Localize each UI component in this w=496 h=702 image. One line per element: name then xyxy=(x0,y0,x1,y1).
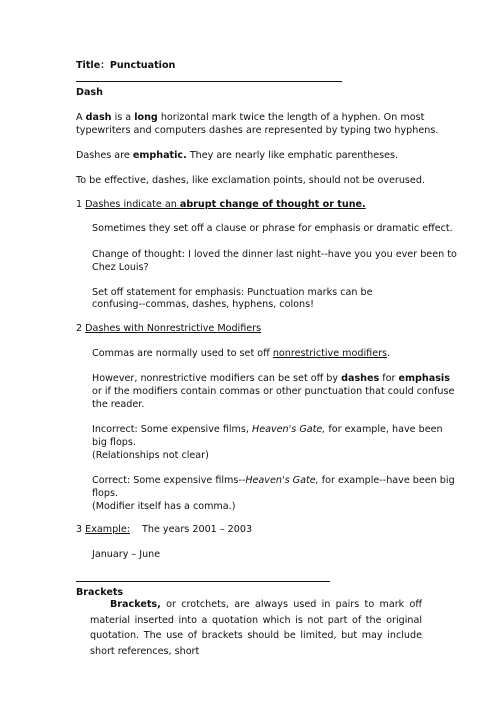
list-item-text: confusing--commas, dashes, hyphens, colons! xyxy=(92,299,314,310)
list-item-text: However, nonrestrictive modifiers can be set off by dashes for emphasis xyxy=(92,373,450,384)
list-item-1: 1 Dashes indicate an abrupt change of thought or tune. xyxy=(76,199,366,210)
list-item-text: (Relationships not clear) xyxy=(92,450,209,461)
list-item-text: flops. xyxy=(92,488,119,499)
document-title: Title：Punctuation xyxy=(76,60,176,71)
list-item-text: the reader. xyxy=(92,399,145,410)
list-item-text: Correct: Some expensive films--Heaven's Gate, for example--have been big xyxy=(92,475,455,486)
paragraph: A dash is a long horizontal mark twice the length of a hyphen. On most xyxy=(76,112,425,123)
section-rule xyxy=(76,581,330,582)
list-item-text: or if the modifiers contain commas or other punctuation that could confuse xyxy=(92,386,455,397)
list-item-text: Sometimes they set off a clause or phrase for emphasis or dramatic effect. xyxy=(92,223,453,234)
list-item-text: Commas are normally used to set off nonrestrictive modifiers. xyxy=(92,348,391,359)
list-item-text: big flops. xyxy=(92,437,136,448)
brackets-paragraph: Brackets, or crotchets, are always used in pairs to mark off material inserted into a quotation which is not part of the original quotation. The use of brackets should be limited, but may include short references, short xyxy=(90,599,422,657)
paragraph-line: typewriters and computers dashes are represented by typing two hyphens. xyxy=(76,125,439,136)
section-heading-brackets: Brackets xyxy=(76,587,124,598)
list-item-text: January – June xyxy=(92,549,161,560)
list-item-text: Chez Louis? xyxy=(92,262,149,273)
list-item-text: Change of thought: I loved the dinner last night--have you you ever been to xyxy=(92,249,457,260)
list-item-2: 2 Dashes with Nonrestrictive Modifiers xyxy=(76,323,262,334)
list-item-text: (Modifier itself has a comma.) xyxy=(92,501,236,512)
paragraph: Dashes are emphatic. They are nearly like emphatic parentheses. xyxy=(76,150,399,161)
list-item-text: Incorrect: Some expensive films, Heaven's Gate, for example, have been xyxy=(92,424,443,435)
section-heading-dash: Dash xyxy=(76,87,103,98)
paragraph: To be effective, dashes, like exclamation points, should not be overused. xyxy=(76,175,425,186)
list-item-text: Set off statement for emphasis: Punctuation marks can be xyxy=(92,287,373,298)
list-item-3: 3 Example: The years 2001 – 2003 xyxy=(76,524,253,535)
title-rule xyxy=(76,81,342,82)
